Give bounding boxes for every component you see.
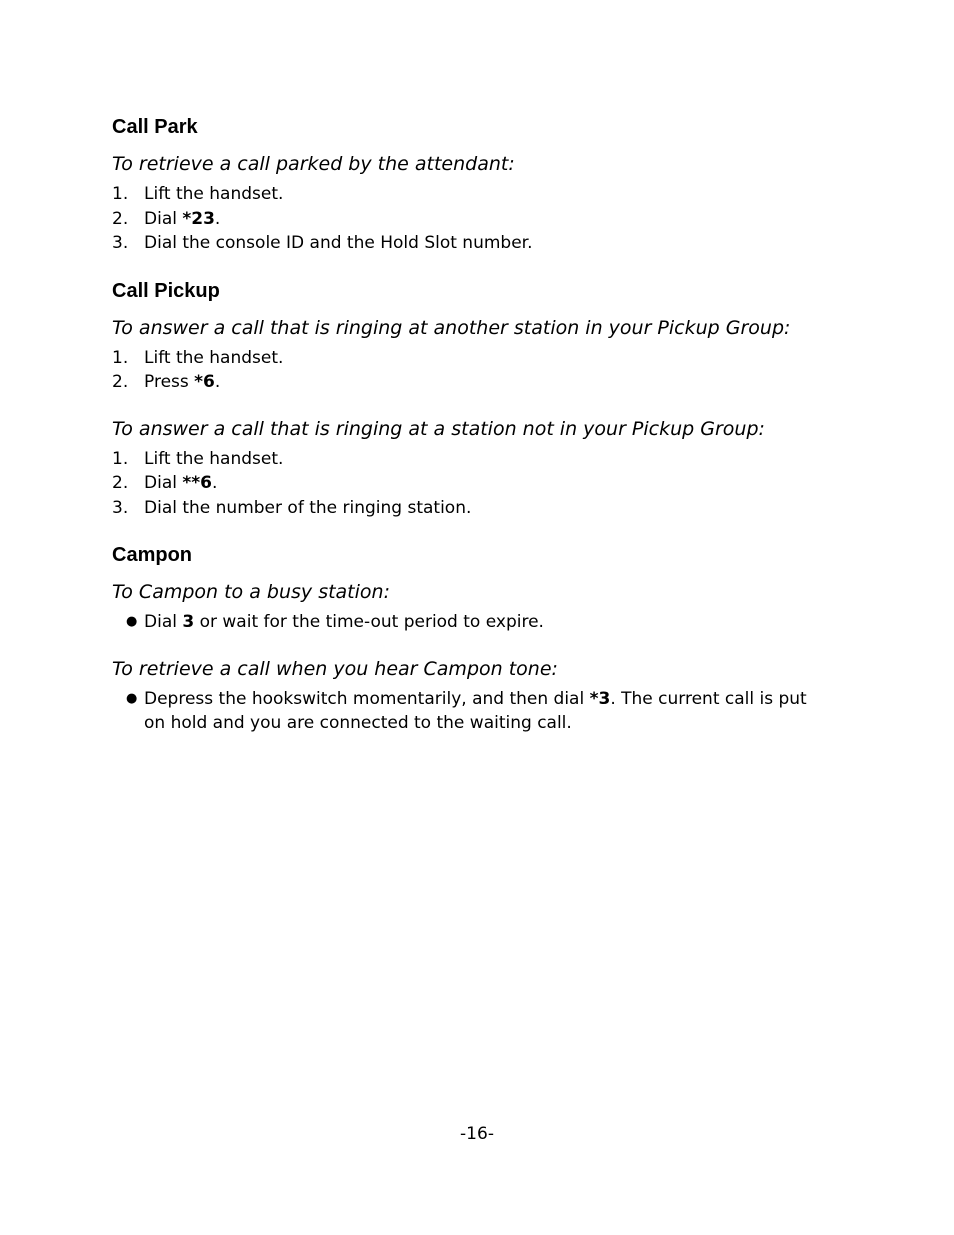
step-text-part: . xyxy=(214,372,221,392)
step-text-part: Dial xyxy=(144,612,183,632)
procedure-campon-busy-station xyxy=(112,580,832,635)
procedure-intro: To retrieve a call when you hear Campon tone: xyxy=(112,657,558,680)
step-text-part: or wait for the time-out period to expire. xyxy=(194,612,544,632)
step-text xyxy=(144,207,832,232)
step-text xyxy=(144,471,832,496)
step-text-part: . xyxy=(211,473,218,493)
dial-code: *3 xyxy=(589,688,611,709)
document-page xyxy=(112,114,832,736)
bullet-icon: ● xyxy=(126,614,138,629)
procedure-intro: To answer a call that is ringing at a station not in your Pickup Group: xyxy=(112,417,765,440)
step-text-part: Lift the handset. xyxy=(144,448,284,469)
step-text-part: . xyxy=(214,208,221,229)
dial-code: *6 xyxy=(194,372,215,392)
step-number: 2. xyxy=(112,372,129,392)
bullet-icon: ● xyxy=(126,690,138,706)
step-text xyxy=(144,182,832,207)
step-list xyxy=(112,447,832,521)
page-number: -16- xyxy=(460,1124,494,1144)
section-campon xyxy=(112,542,832,736)
procedure-answer-outside-group xyxy=(112,417,832,521)
list-item xyxy=(112,231,832,256)
section-call-pickup xyxy=(112,278,832,521)
step-text-part: Lift the handset. xyxy=(144,347,284,368)
dial-code: 3 xyxy=(182,612,195,632)
list-item xyxy=(112,610,832,635)
step-text xyxy=(144,687,832,736)
list-item xyxy=(112,182,832,207)
step-number: 2. xyxy=(112,473,129,493)
step-text-part: Press xyxy=(144,372,195,392)
list-item xyxy=(112,346,832,371)
procedure-retrieve-parked-call xyxy=(112,152,832,256)
procedure-retrieve-campon-call xyxy=(112,657,832,736)
list-item xyxy=(112,687,832,736)
section-heading: Campon xyxy=(112,544,192,566)
list-item xyxy=(112,370,832,395)
step-list xyxy=(112,346,832,395)
step-text xyxy=(144,496,832,521)
step-text-part: Dial xyxy=(144,473,183,493)
list-item xyxy=(112,471,832,496)
step-number: 3. xyxy=(112,233,129,253)
step-number: 1. xyxy=(112,448,129,469)
dial-code: **6 xyxy=(182,473,212,493)
bullet-list xyxy=(112,610,832,635)
section-heading: Call Park xyxy=(112,116,198,138)
step-text-part: Dial the console ID and the Hold Slot number. xyxy=(144,233,533,253)
list-item xyxy=(112,496,832,521)
step-text xyxy=(144,447,832,472)
step-text-part: Lift the handset. xyxy=(144,184,284,204)
step-number: 1. xyxy=(112,184,129,204)
bullet-list xyxy=(112,687,832,736)
step-number: 1. xyxy=(112,347,129,368)
step-list xyxy=(112,182,832,256)
procedure-intro: To Campon to a busy station: xyxy=(112,581,390,603)
section-heading: Call Pickup xyxy=(112,279,220,302)
step-text xyxy=(144,346,832,371)
list-item xyxy=(112,207,832,232)
step-text xyxy=(144,231,832,256)
dial-code: *23 xyxy=(182,208,215,229)
procedure-answer-in-group xyxy=(112,316,832,395)
procedure-intro: To answer a call that is ringing at another station in your Pickup Group: xyxy=(112,316,791,339)
step-number: 2. xyxy=(112,208,129,229)
step-number: 3. xyxy=(112,497,129,518)
step-text xyxy=(144,610,832,635)
step-text-part: Dial the number of the ringing station. xyxy=(144,497,472,518)
step-text-part: Depress the hookswitch momentarily, and then dial xyxy=(144,688,590,709)
section-call-park xyxy=(112,114,832,256)
step-text-part: Dial xyxy=(144,208,183,229)
list-item xyxy=(112,447,832,472)
procedure-intro: To retrieve a call parked by the attendant: xyxy=(112,153,515,175)
step-text-part: . The current call is put on hold and you are connected to the waiting call. xyxy=(144,688,807,733)
step-text xyxy=(144,370,832,395)
